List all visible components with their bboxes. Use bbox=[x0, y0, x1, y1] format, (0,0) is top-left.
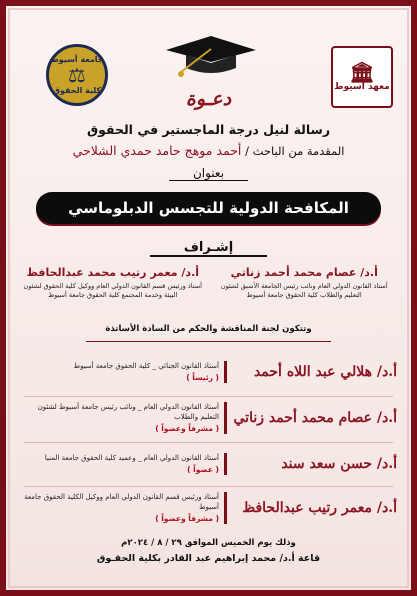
invitation-heading: دعـوة bbox=[185, 88, 232, 110]
divider bbox=[24, 396, 393, 397]
event-venue: قاعة أ.د/ محمد إبراهيم عبد القادر بكلية الحقـوق bbox=[96, 553, 321, 564]
thesis-title: المكافحة الدولية للتجسس الدبلوماسي bbox=[36, 192, 381, 224]
supervisor bbox=[212, 266, 398, 300]
member-role: ( عضواً ) bbox=[187, 465, 219, 474]
committee-member bbox=[20, 400, 397, 436]
titled-label-wrap bbox=[6, 166, 411, 180]
member-name: أ.د/ حسن سعد سند bbox=[281, 456, 397, 472]
member-desc-text: أستاذ ورئيس قسم القانون الدولي العام ووكيل الكلية الحقوق جامعة أسيوط bbox=[24, 493, 219, 511]
committee-member bbox=[20, 490, 397, 526]
member-name: أ.د/ عصام محمد أحمد زناتي bbox=[233, 410, 397, 426]
university-logo-bottom: كلية الحقوق bbox=[52, 86, 102, 95]
member-role: ( مشرفاً وعضواً ) bbox=[155, 424, 219, 433]
member-role: ( رئيساً ) bbox=[186, 373, 219, 382]
presenter-name: أحمد موهج حامد حمدي الشلاحي bbox=[72, 143, 242, 158]
graduation-cap-icon bbox=[156, 32, 266, 82]
supervision-heading-wrap bbox=[6, 240, 411, 255]
supervisor-role: أستاذ ورئيس قسم القانون الدولي العام ووكيل كلية الحقوق لشئون البيئة وخدمة المجتمع كلية الحقوق جامعة أسيوط bbox=[23, 282, 202, 299]
member-description bbox=[20, 402, 227, 434]
lamp-icon: 🏛 bbox=[349, 60, 375, 84]
supervisor-name: أ.د/ معمر رتيب محمد عبدالحافظ bbox=[26, 266, 200, 279]
member-description bbox=[20, 361, 227, 383]
supervisor-role: أستاذ القانون الدولي العام ونائب رئيس الجامعة الأسبق لشئون التعليم والطلاب كلية الحقوق جامعة أسيوط bbox=[220, 282, 388, 299]
committee-heading: وتتكون لجنة المناقشة والحكم من السادة الأساتذة bbox=[86, 324, 331, 342]
degree-line: رسالة لنيل درجة الماجستير في الحقوق bbox=[86, 122, 331, 137]
supervisors bbox=[20, 266, 397, 300]
member-desc-text: أستاذ القانون الدولي العام _ ونائب رئيس جامعة أسيوط لشئون التعليم والطلاب bbox=[37, 403, 219, 421]
supervisor bbox=[20, 266, 206, 300]
university-logo-top: جامعة أسيوط bbox=[50, 55, 104, 64]
event-date: وذلك يوم الخميس الموافق ٢٩ / ٨ / ٢٠٢٤م bbox=[121, 538, 296, 548]
member-description bbox=[20, 492, 227, 524]
divider bbox=[24, 486, 393, 487]
scales-of-justice-icon: ⚖ bbox=[68, 63, 86, 87]
member-name: أ.د/ هلالي عبد اللاه أحمد bbox=[253, 364, 397, 380]
committee-member bbox=[20, 446, 397, 482]
member-name: أ.د/ معمر رتيب عبدالحافظ bbox=[242, 500, 397, 516]
committee-member bbox=[20, 354, 397, 390]
member-desc-text: أستاذ القانون الجنائي _ كلية الحقوق جامعة أسيوط bbox=[73, 362, 219, 370]
member-desc-text: أستاذ القانون الدولي العام _ وعميد كلية الحقوق جامعة المنيا bbox=[44, 454, 219, 462]
member-role: ( مشرفاً وعضواً ) bbox=[155, 514, 219, 523]
supervision-heading: إشـراف bbox=[150, 240, 267, 257]
presenter-line bbox=[14, 143, 403, 158]
presenter-prefix: المقدمة من الباحث / bbox=[245, 144, 345, 158]
divider bbox=[24, 442, 393, 443]
institute-logo-text: معهد أسيوط bbox=[334, 82, 390, 92]
supervisor-name: أ.د/ عصام محمد أحمد زناتي bbox=[230, 266, 378, 279]
titled-label: بعنوان bbox=[169, 166, 248, 181]
member-description bbox=[20, 453, 227, 475]
